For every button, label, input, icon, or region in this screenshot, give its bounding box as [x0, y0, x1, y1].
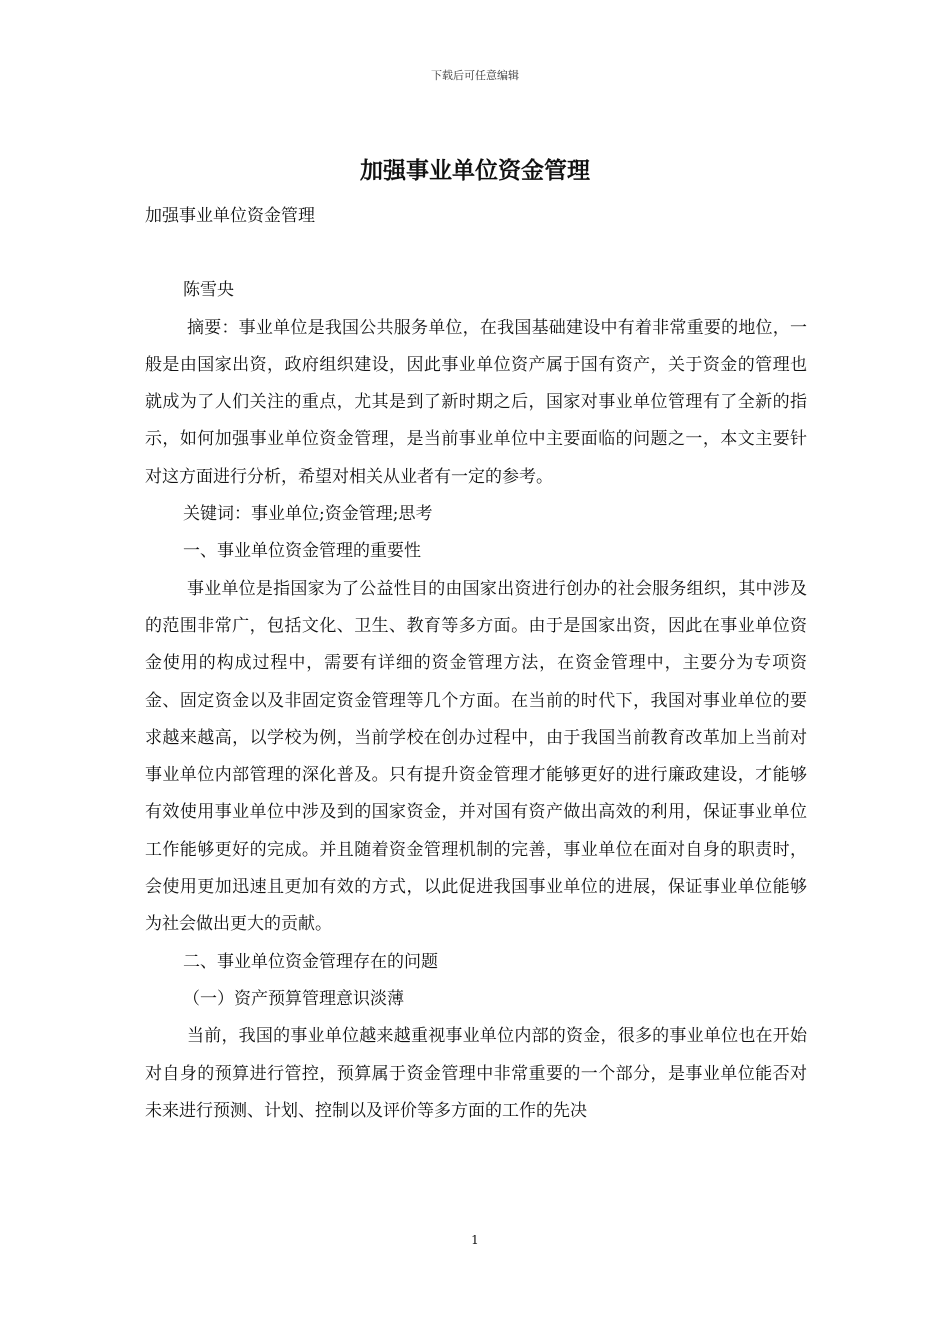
author-name: 陈雪央	[183, 280, 234, 301]
section-1-heading: 一、事业单位资金管理的重要性	[183, 541, 421, 562]
document-subtitle: 加强事业单位资金管理	[145, 206, 315, 226]
document-body	[145, 198, 807, 1130]
section-2-subheading-1: （一）资产预算管理意识淡薄	[183, 988, 404, 1009]
blank-line	[145, 235, 807, 272]
abstract-paragraph: 摘要：事业单位是我国公共服务单位，在我国基础建设中有着非常重要的地位，一般是由国家出资，政府组织建设，因此事业单位资产属于国有资产，关于资金的管理也就成为了人们关注的重点，尤其是到了新时期之后，国家对事业单位管理有了全新的指示，如何加强事业单位资金管理，是当前事业单位中主要面临的问题之一，本文主要针对这方面进行分析，希望对相关从业者有一定的参考。	[145, 317, 807, 487]
section-2-paragraph: 当前，我国的事业单位越来越重视事业单位内部的资金，很多的事业单位也在开始对自身的预算进行管控，预算属于资金管理中非常重要的一个部分，是事业单位能否对未来进行预测、计划、控制以及评价等多方面的工作的先决	[145, 1026, 807, 1121]
section-2-heading: 二、事业单位资金管理存在的问题	[183, 951, 438, 972]
keywords-line: 关键词：事业单位;资金管理;思考	[183, 504, 433, 525]
document-title: 加强事业单位资金管理	[360, 157, 590, 184]
header-note: 下载后可任意编辑	[431, 69, 519, 82]
page-number: 1	[471, 1233, 479, 1247]
section-1-paragraph: 事业单位是指国家为了公益性目的由国家出资进行创办的社会服务组织，其中涉及的范围非常广，包括文化、卫生、教育等多方面。由于是国家出资，因此在事业单位资金使用的构成过程中，需要有详细的资金管理方法，在资金管理中，主要分为专项资金、固定资金以及非固定资金管理等几个方面。在当前的时代下，我国对事业单位的要求越来越高，以学校为例，当前学校在创办过程中，由于我国当前教育改革加上当前对事业单位内部管理的深化普及。只有提升资金管理才能够更好的进行廉政建设，才能够有效使用事业单位中涉及到的国家资金，并对国有资产做出高效的利用，保证事业单位工作能够更好的完成。并且随着资金管理机制的完善，事业单位在面对自身的职责时，会使用更加迅速且更加有效的方式，以此促进我国事业单位的进展，保证事业单位能够为社会做出更大的贡献。	[145, 578, 807, 935]
